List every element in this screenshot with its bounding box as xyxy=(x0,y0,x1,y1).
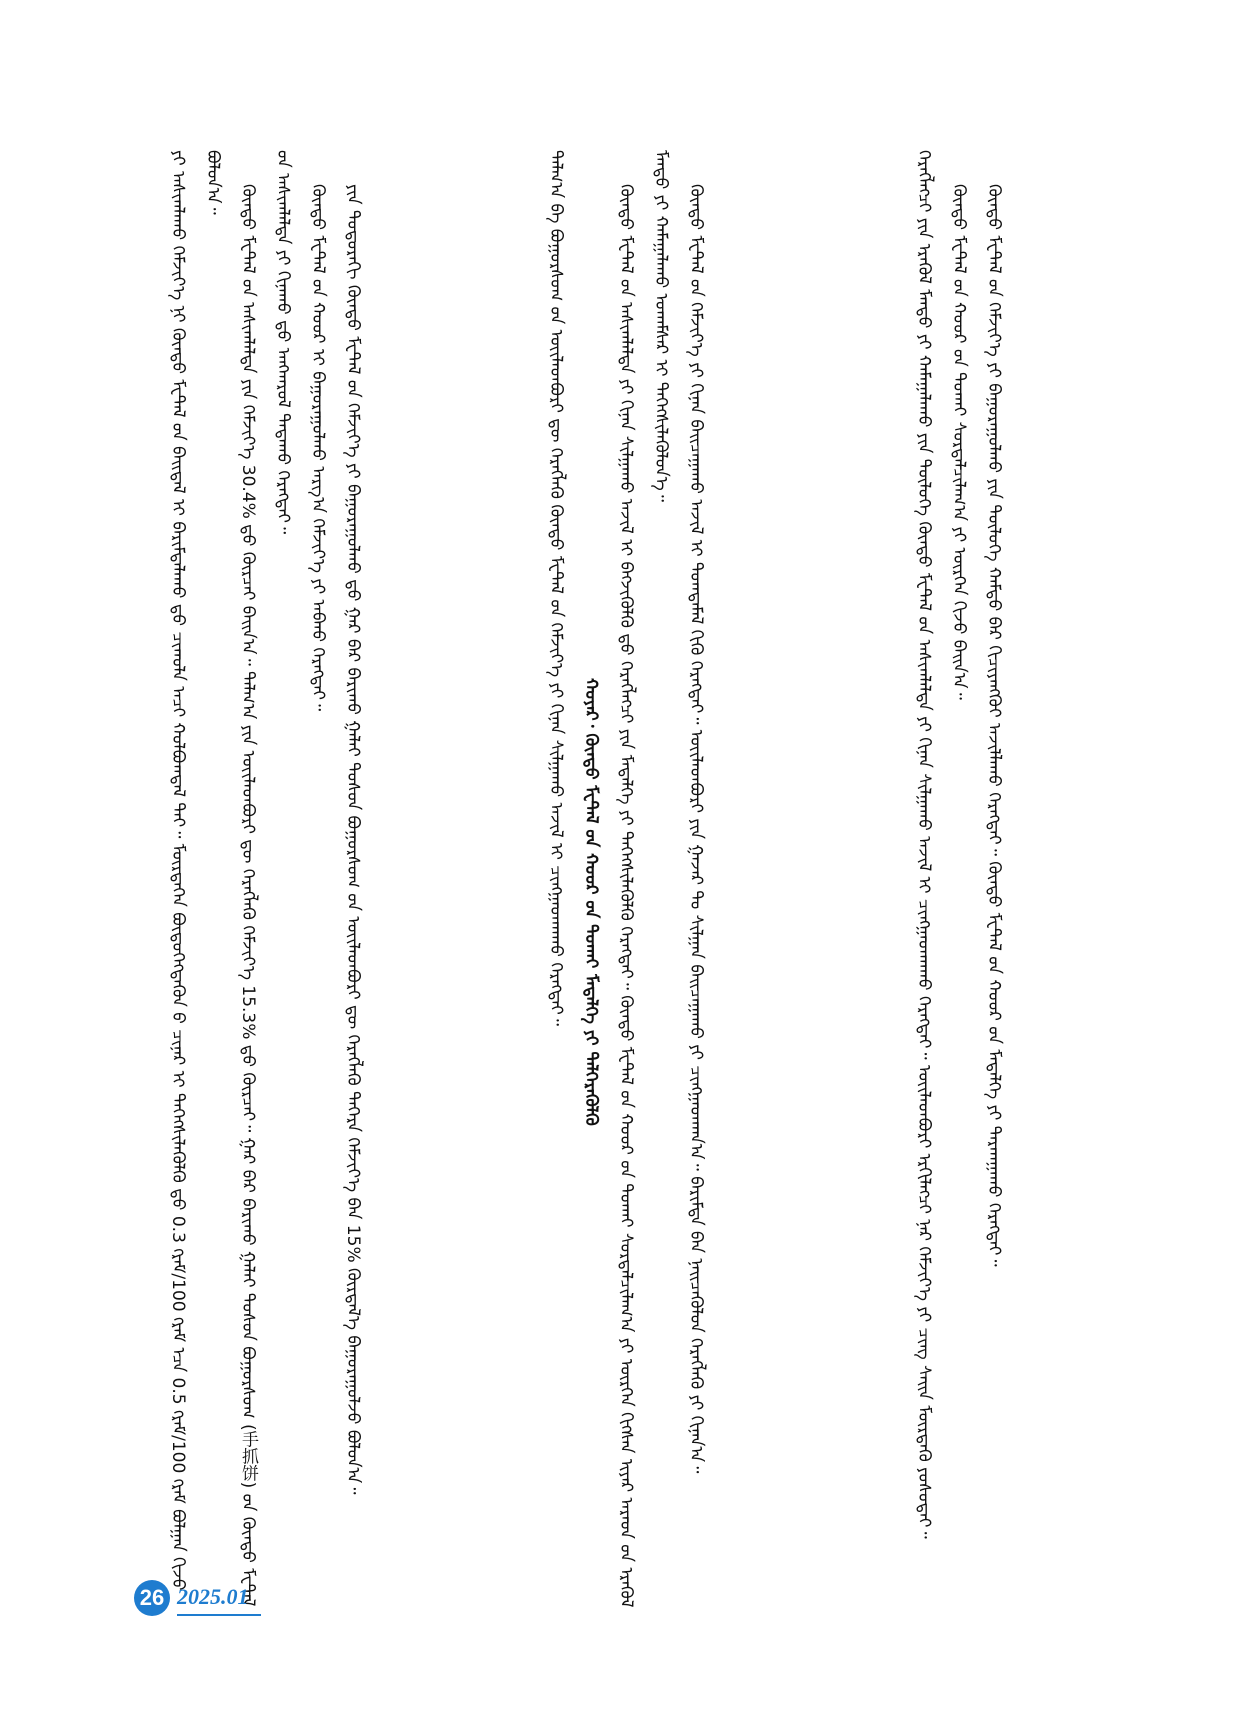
paragraph: ᠲᠠᠯᠬ᠎ᠠ ᠪᠠ ᠪᠣᠭᠣᠷᠰᠤᠭ ᠤ᠋ᠨ ᠦᠢᠯᠡᠳᠪᠦᠷᠢ ᠳᠦ ᠬᠡᠷᠡᠭᠯᠡᠬᠦ ᠬᠦᠨᠳᠦ ᠮᠧᠲ᠋ᠠᠯ ᠤ᠋ᠨ ᠬᠡᠮᠵᠢᠶ᠎ᠡ ᠶᠢ ᠬᠢᠨᠠᠨ ᠰᠢᠯᠭᠠᠬᠤ ᠠᠵᠢᠯ ᠢ ᠴᠢᠩᠭᠠᠳᠬᠠᠬᠤ ᠬᠡᠷᠡᠭᠲᠡᠢ᠃ xyxy=(546,150,566,1026)
text-column-3 xyxy=(906,150,1128,1620)
paragraph: ᠬᠡᠷᠡᠭᠯᠡᠭᠴᠢ ᠶᠢᠨ ᠡᠷᠡᠭᠦᠯ ᠮᠡᠨᠳᠦ ᠶᠢ ᠬᠠᠮᠠᠭᠠᠯᠠᠬᠤ ᠶᠢᠨ ᠲᠥᠯᠦᠭᠡ ᠬᠦᠨᠳᠦ ᠮᠧᠲ᠋ᠠᠯ ᠤ᠋ᠨ ᠠᠰᠢᠭᠯᠠᠯᠲᠠ ᠶᠢ ᠬᠢᠨᠠᠨ ᠰᠢᠯᠭᠠᠬᠤ ᠠᠵᠢᠯ ᠢ ᠴᠢᠩᠭᠠᠳᠬᠠᠬᠤ ᠬᠡᠷᠡᠭᠲᠡᠢ᠃ ᠦᠢᠯᠡᠳᠪᠦᠷᠢ ᠡᠷᠬᠢᠯᠡᠭᠴᠢ ᠨᠠᠷ ᠬᠡᠮᠵᠢᠶ᠎ᠡ ᠶᠢ ᠴᠢᠩ ᠰᠠᠢᠨ ᠮᠥᠷᠳᠡᠬᠦ ᠶᠣᠰᠤᠲᠠᠢ᠃ xyxy=(914,150,934,1539)
paragraph: ᠶᠢ ᠠᠰᠢᠭᠯᠠᠬᠤ ᠬᠡᠮᠵᠢᠶ᠎ᠡ ᠨᠢ ᠬᠦᠨᠳᠦ ᠮᠧᠲ᠋ᠠᠯ ᠤ᠋ᠨ ᠪᠠᠢᠳᠠᠯ ᠢ ᠪᠠᠷᠢᠮᠲᠠᠯᠠᠬᠤ ᠳ᠋ᠤ᠌ ᠴᠢᠬᠤᠯᠠ ᠠᠴᠢ ᠬᠣᠯᠪᠣᠭᠳᠠᠯ ᠲᠠᠢ᠃ ᠮᠥᠷᠲᠡᠭᠡᠨ ᠪᠦᠲᠦᠭᠡᠭᠳᠡᠬᠦᠨ ᠦ᠌ ᠴᠢᠨᠠᠷ ᠢ ᠳᠡᠭᠡᠭᠰᠢᠯᠡᠭᠦᠯᠬᠦ ᠳ᠋ᠤ᠌ 0.3 ᠭᠷᠠᠮ/100 ᠭᠷᠠᠮ ᠡᠴᠡ 0.5 ᠭᠷᠠᠮ/100 ᠭᠷᠠᠮ ᠪᠣᠯᠭᠠᠨ ᠬᠢᠵᠦ ᠪᠣᠯᠤᠨ᠎ᠠ᠃ xyxy=(168,150,223,1591)
paragraph: ᠬᠦᠨᠳᠦ ᠮᠧᠲ᠋ᠠᠯ ᠤ᠋ᠨ ᠬᠡᠮᠵᠢᠶ᠎ᠡ ᠶᠢ ᠪᠠᠭᠤᠷᠠᠭᠤᠯᠬᠤ ᠶᠢᠨ ᠲᠥᠯᠦᠭᠡ ᠬᠠᠮᠲᠤ ᠪᠡᠷ ᠬᠢᠴᠢᠶᠡᠩᠭᠦᠢ ᠠᠵᠢᠯᠯᠠᠬᠤ ᠬᠡᠷᠡᠭᠲᠡᠢ᠃ ᠬᠦᠨᠳᠦ ᠮᠧᠲ᠋ᠠᠯ ᠤ᠋ᠨ ᠬᠣᠣᠷ ᠤ᠋ᠨ ᠮᠡᠳᠡᠯᠭᠡ ᠶᠢ ᠲᠠᠷᠬᠠᠭᠠᠬᠤ ᠬᠡᠷᠡᠭᠲᠡᠢ᠃ xyxy=(984,184,1004,1267)
paragraph: ᠶᠢᠨ ᠳᠣᠲᠣᠷᠠᠬᠢ ᠬᠦᠨᠳᠦ ᠮᠧᠲ᠋ᠠᠯ ᠤ᠋ᠨ ᠬᠡᠮᠵᠢᠶ᠎ᠡ ᠶᠢ ᠪᠠᠭᠤᠷᠠᠭᠤᠯᠬᠤ ᠳ᠋ᠤ᠌ ᠭᠠᠷ ᠪᠠᠷ ᠪᠠᠷᠢᠬᠤ ᠭᠠᠯᠠᠢ ᠲᠣᠰᠣᠨ ᠪᠣᠭᠣᠷᠰᠤᠭ ᠤ᠋ᠨ ᠦᠢᠯᠡᠳᠪᠦᠷᠢ ᠳᠦ ᠬᠡᠷᠡᠭᠯᠡᠬᠦ ᠳᠡᠭᠡᠷᠡ ᠬᠡᠮᠵᠢᠶ᠎ᠡ ᠪᠡᠨ 15% ᠬᠦᠷᠲᠡᠯ᠎ᠡ ᠪᠠᠭᠤᠷᠠᠭᠤᠯᠵᠤ ᠪᠣᠯᠤᠨ᠎ᠠ᠃ xyxy=(343,184,363,1495)
paragraph: ᠬᠦᠨᠳᠦ ᠮᠧᠲ᠋ᠠᠯ ᠤ᠋ᠨ ᠬᠣᠣᠷ ᠤ᠋ᠨ ᠲᠤᠬᠠᠢ ᠰᠤᠷᠲᠠᠯᠴᠢᠯᠠᠭ᠎ᠠ ᠶᠢ ᠥᠷᠭᠡᠨ ᠬᠢᠵᠦ ᠪᠠᠢᠨ᠎ᠠ᠃ xyxy=(949,184,969,700)
paragraph: ᠬᠦᠨᠳᠦ ᠮᠧᠲ᠋ᠠᠯ ᠤ᠋ᠨ ᠠᠰᠢᠭᠯᠠᠯᠲᠠ ᠶᠢᠨ ᠬᠡᠮᠵᠢᠶ᠎ᠡ 30.4% ᠳ᠋ᠤ᠌ ᠬᠦᠷᠴᠡᠢ ᠪᠠᠢᠨ᠎ᠠ᠃ ᠲᠠᠯᠬ᠎ᠠ ᠶᠢᠨ ᠦᠢᠯᠡᠳᠪᠦᠷᠢ ᠳᠦ ᠬᠡᠷᠡᠭᠯᠡᠬᠦ ᠬᠡᠮᠵᠢᠶ᠎ᠡ 15.3% ᠳ᠋ᠤ᠌ ᠬᠦᠷᠴᠡᠢ᠃ ᠭᠠᠷ ᠪᠠᠷ ᠪᠠᠷᠢᠬᠤ ᠭᠠᠯᠠᠢ ᠲᠣᠰᠣᠨ ᠪᠣᠭᠣᠷᠰᠤᠭ (手抓饼) ᠤ᠋ᠨ ᠬᠦᠨᠳᠦ ᠮᠧᠲ᠋ᠠᠯ ᠤ᠋ᠨ ᠠᠰᠢᠭᠯᠠᠯᠲᠠ ᠶᠢ ᠬᠢᠨᠠᠬᠤ ᠳ᠋ᠤ᠌ ᠠᠩᠬᠠᠷᠤᠯ ᠲᠠᠲᠠᠬᠤ ᠬᠡᠷᠡᠭᠲᠡᠢ᠃ xyxy=(238,150,293,1607)
section-heading: ᠬᠣᠶᠠᠷ᠂ ᠬᠦᠨᠳᠦ ᠮᠧᠲ᠋ᠠᠯ ᠤ᠋ᠨ ᠬᠣᠣᠷ ᠤ᠋ᠨ ᠲᠤᠬᠠᠢ ᠮᠡᠳᠡᠯᠭᠡ ᠶᠢ ᠳᠡᠯᠭᠡᠷᠡᠭᠦᠯᠬᠦ xyxy=(581,678,601,1126)
paragraph: ᠬᠦᠨᠳᠦ ᠮᠧᠲ᠋ᠠᠯ ᠤ᠋ᠨ ᠬᠣᠣᠷ ᠢ ᠪᠠᠭᠤᠷᠠᠭᠤᠯᠬᠤ ᠠᠷᠭ᠎ᠠ ᠬᠡᠮᠵᠢᠶ᠎ᠡ ᠶᠢ ᠠᠪᠬᠤ ᠬᠡᠷᠡᠭᠲᠡᠢ᠃ xyxy=(308,184,328,712)
paragraph: ᠬᠦᠨᠳᠦ ᠮᠧᠲ᠋ᠠᠯ ᠤ᠋ᠨ ᠠᠰᠢᠭᠯᠠᠯᠲᠠ ᠶᠢ ᠬᠢᠨᠠᠨ ᠰᠢᠯᠭᠠᠬᠤ ᠠᠵᠢᠯ ᠢ ᠪᠡᠬᠵᠢᠭᠦᠯᠬᠦ ᠳ᠋ᠤ᠌ ᠬᠡᠷᠡᠭᠯᠡᠭᠴᠢ ᠶᠢᠨ ᠮᠡᠳᠡᠯᠭᠡ ᠶᠢ ᠳᠡᠭᠡᠭᠰᠢᠯᠡᠭᠦᠯᠬᠦ ᠬᠡᠷᠡᠭᠲᠡᠢ᠃ ᠬᠦᠨᠳᠦ ᠮᠧᠲ᠋ᠠᠯ ᠤ᠋ᠨ ᠬᠣᠣᠷ ᠤ᠋ᠨ ᠲᠤᠬᠠᠢ ᠰᠤᠷᠲᠠᠯᠴᠢᠯᠠᠭ᠎ᠠ ᠶᠢ ᠥᠷᠭᠡᠨ ᠬᠢᠭᠰᠡᠨ ᠢᠶᠡᠷ ᠠᠷᠠᠳ ᠤ᠋ᠨ ᠡᠷᠡᠭᠦᠯ ᠮᠡᠨᠳᠦ ᠶᠢ ᠬᠠᠮᠠᠭᠠᠯᠠᠬᠤ ᠤᠬᠠᠮᠰᠠᠷ ᠢ ᠳᠡᠭᠡᠭᠰᠢᠯᠡᠭᠦᠯᠦᠨ᠎ᠡ᠃ xyxy=(616,150,671,1608)
page-number-badge: 26 xyxy=(134,1580,170,1616)
paragraph: ᠬᠦᠨᠳᠦ ᠮᠧᠲ᠋ᠠᠯ ᠤ᠋ᠨ ᠬᠡᠮᠵᠢᠶ᠎ᠡ ᠶᠢ ᠬᠢᠨᠠᠨ ᠪᠠᠢᠴᠠᠭᠠᠬᠤ ᠠᠵᠢᠯ ᠢ ᠲᠣᠭᠲᠠᠮᠠᠯ ᠬᠢᠬᠦ ᠬᠡᠷᠡᠭᠲᠡᠢ᠃ ᠦᠢᠯᠡᠳᠪᠦᠷᠢ ᠶᠢᠨ ᠭᠠᠵᠠᠷ ᠲᠤ ᠰᠢᠯᠭᠠᠨ ᠪᠠᠢᠴᠠᠭᠠᠬᠤ ᠶᠢ ᠴᠢᠩᠭᠠᠳᠬᠠᠨ᠎ᠠ᠃ ᠪᠠᠷᠢᠮᠲᠠ ᠪᠠᠨ ᠨᠡᠢᠴᠡᠭᠦᠯᠦᠨ ᠬᠡᠷᠡᠭᠯᠡᠬᠦ ᠶᠢ ᠬᠢᠨᠠᠨ᠎ᠠ᠃ xyxy=(686,184,706,1474)
issue-number: 2025.01 xyxy=(177,1584,249,1609)
text-column-2 xyxy=(538,150,898,1620)
issue-underline xyxy=(177,1614,261,1616)
text-column-1 xyxy=(160,150,525,1620)
